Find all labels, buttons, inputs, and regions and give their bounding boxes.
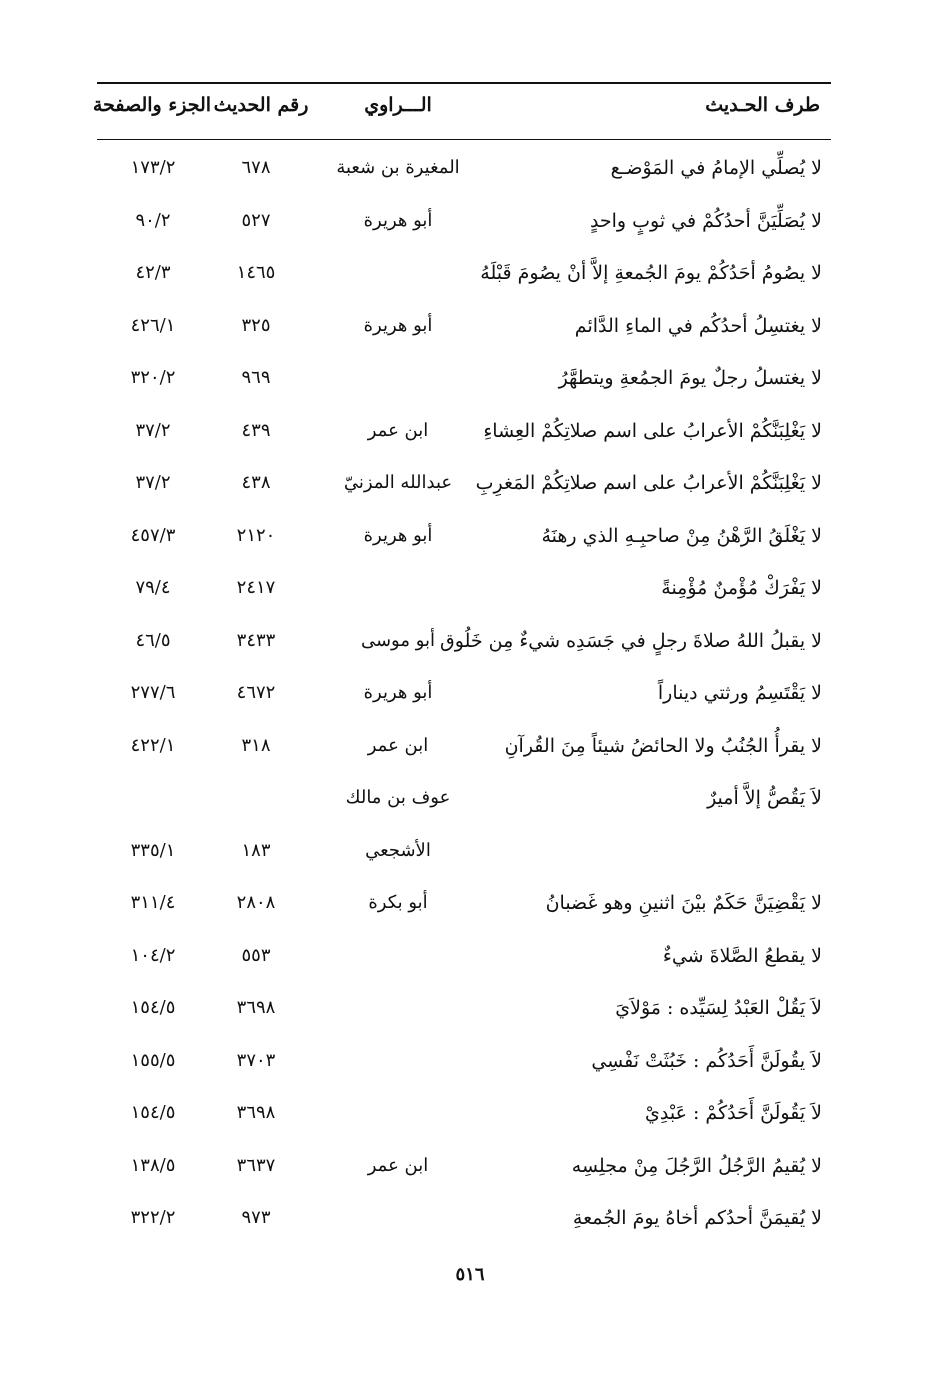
rawi-name: ابن عمر [367,734,429,756]
hadith-number: ٤٦٧٢ [236,682,276,703]
hadith-text: لا يَقْتَسِمُ ورثتي ديناراً [657,682,822,704]
rawi-name: أبو هريرة [363,209,433,231]
rawi-name: المغيرة بن شعبة [336,157,460,178]
hadith-text: لا يصُومُ أحَدُكُمْ يومَ الجُمعةِ إلاَّ أنْ يصُومَ قَبْلَهُ [480,262,822,284]
rawi-name: أبو بكرة [368,892,428,913]
rawi-name: أبو هريرة [363,314,433,336]
volume-page: ٢٧٧/٦ [130,682,176,703]
volume-page: ١٥٤/٥ [130,997,176,1018]
table-header [0,94,940,128]
table-row [0,829,940,882]
rawi-name: ابن عمر [367,1154,429,1176]
table-row [0,1196,940,1249]
hadith-number: ٢٤١٧ [236,577,276,598]
hadith-text: لا يغتسلُ رجلٌ يومَ الجمُعةِ ويتطهَّرُ [558,367,822,389]
hadith-number: ٥٥٣ [241,944,271,966]
volume-page: ١٥٥/٥ [130,1049,176,1071]
hadith-text: لا يقطعُ الصَّلاةَ شيءٌ [662,944,822,967]
hadith-number: ٢٨٠٨ [236,892,276,913]
table-row [0,199,940,252]
hadith-number: ٦٧٨ [241,157,271,178]
hadith-number: ١٤٦٥ [236,262,276,283]
volume-page: ٤٢٦/١ [130,314,176,336]
hadith-number: ٣٧٠٣ [236,1049,276,1071]
table-row [0,619,940,672]
header-hadith: طرف الحـديث [705,94,820,116]
volume-page: ٣٣٥/١ [130,839,176,861]
table-row [0,304,940,357]
hadith-number: ٤٣٩ [241,419,271,441]
volume-page: ١٧٣/٢ [130,157,176,178]
rawi-name: عوف بن مالك [345,787,451,808]
table-row [0,566,940,619]
table-row [0,776,940,829]
header-rawi: الـــراوي [364,94,432,116]
hadith-number: ٩٦٩ [241,367,271,388]
table-body [0,146,940,1249]
table-row [0,671,940,724]
table-row [0,1144,940,1197]
volume-page: ١٣٨/٥ [130,1154,176,1176]
table-row [0,461,940,514]
hadith-text: لا يقرأُ الجُنُبُ ولا الحائضُ شيئاً مِنَ القُرآنِ [504,734,822,757]
volume-page: ٤٥٧/٣ [130,524,176,546]
rawi-name: عبدالله المزنيّ [343,472,453,493]
table-row [0,986,940,1039]
hadith-number: ٣٦٣٧ [236,1154,276,1176]
table-row [0,934,940,987]
header-number: رقم الحديث [213,94,309,116]
hadith-number: ٩٧٣ [241,1207,271,1228]
hadith-number: ٣٦٩٨ [236,997,276,1018]
hadith-number: ٢١٢٠ [236,524,276,546]
hadith-text: لا يُصلِّي الإمامُ في المَوْضـع [610,157,822,179]
rawi-name: أبو هريرة [363,524,433,546]
table-row [0,146,940,199]
hadith-text: لاَ يَقُصُّ إلاَّ أميرٌ [707,787,822,809]
hadith-number: ٣٢٥ [241,314,271,336]
hadith-text: لا يَغْلِبَنَّكُمْ الأعرابُ على اسم صلاتِكُمْ العِشاءِ [483,419,822,442]
volume-page: ٤٦/٥ [135,629,171,651]
header-volume-page: الجزء والصفحة [92,94,212,116]
header-rule [97,139,831,140]
volume-page: ٧٩/٤ [135,577,171,598]
hadith-text: لاَ يقُولَنَّ أَحَدُكُم : خَبُثَتْ نَفْسِي [591,1049,822,1072]
hadith-number: ١٨٣ [241,839,271,861]
rawi-name: أبو هريرة [363,682,433,703]
volume-page: ١٥٤/٥ [130,1102,176,1123]
page-number: ٥١٦ [455,1264,485,1285]
volume-page: ٣٢٠/٢ [130,367,176,388]
hadith-text: لا يَغْلِبَنَّكُمْ الأعرابُ على اسم صلاتِكُمْ المَغرِبِ [475,472,822,494]
volume-page: ٣٧/٢ [135,472,171,493]
hadith-number: ٤٣٨ [241,472,271,493]
rawi-name: ابن عمر [367,419,429,441]
top-rule [97,82,831,84]
rawi-name: الأشجعي [365,839,431,861]
hadith-text: لا يَفْرَكْ مُؤْمنٌ مُؤْمِنةً [661,577,822,599]
rawi-name: أبو موسى [360,629,436,651]
volume-page: ٣٢٢/٢ [130,1207,176,1228]
hadith-text: لاَ يَقُلْ العَبْدُ لِسَيِّده : مَوْلاَيَ [615,997,822,1019]
hadith-text: لاَ يَقُولَنَّ أَحَدُكُمْ : عَبْدِيْ [645,1102,822,1124]
hadith-number: ٣٤٣٣ [236,629,276,651]
table-row [0,724,940,777]
hadith-text: لا يغتسِلُ أحدُكُم في الماءِ الدَّائم [574,314,822,337]
hadith-text: لا يُصَلِّيَنَّ أحدُكُمْ في ثوبٍ واحدٍ [589,209,822,232]
table-row [0,1039,940,1092]
table-row [0,1091,940,1144]
table-row [0,251,940,304]
volume-page: ٤٢٢/١ [130,734,176,756]
volume-page: ١٠٤/٢ [130,944,176,966]
hadith-text: لا يَغْلَقُ الرَّهْنُ مِنْ صاحبِـهِ الذي رهنَهُ [541,524,822,547]
hadith-text: لا يُقيمَنَّ أحدُكم أخاهُ يومَ الجُمعةِ [572,1207,822,1229]
hadith-number: ٣٦٩٨ [236,1102,276,1123]
hadith-text: لا يَقْضِيَنَّ حَكَمٌ بيْنَ اثنينِ وهو غَضبانُ [545,892,822,914]
hadith-number: ٥٢٧ [241,209,271,231]
table-row [0,881,940,934]
volume-page: ٣١١/٤ [130,892,176,913]
table-row [0,514,940,567]
hadith-text: لا يقبلُ اللهُ صلاةَ رجلٍ في جَسَدِه شيءٌ مِن خَلُوق [440,629,822,652]
volume-page: ٤٢/٣ [135,262,171,283]
table-row [0,409,940,462]
hadith-number: ٣١٨ [241,734,271,756]
table-row [0,356,940,409]
hadith-text: لا يُقيمُ الرَّجُلُ الرَّجُلَ مِنْ مجلِسِه [571,1154,822,1177]
volume-page: ٣٧/٢ [135,419,171,441]
volume-page: ٩٠/٢ [135,209,171,231]
